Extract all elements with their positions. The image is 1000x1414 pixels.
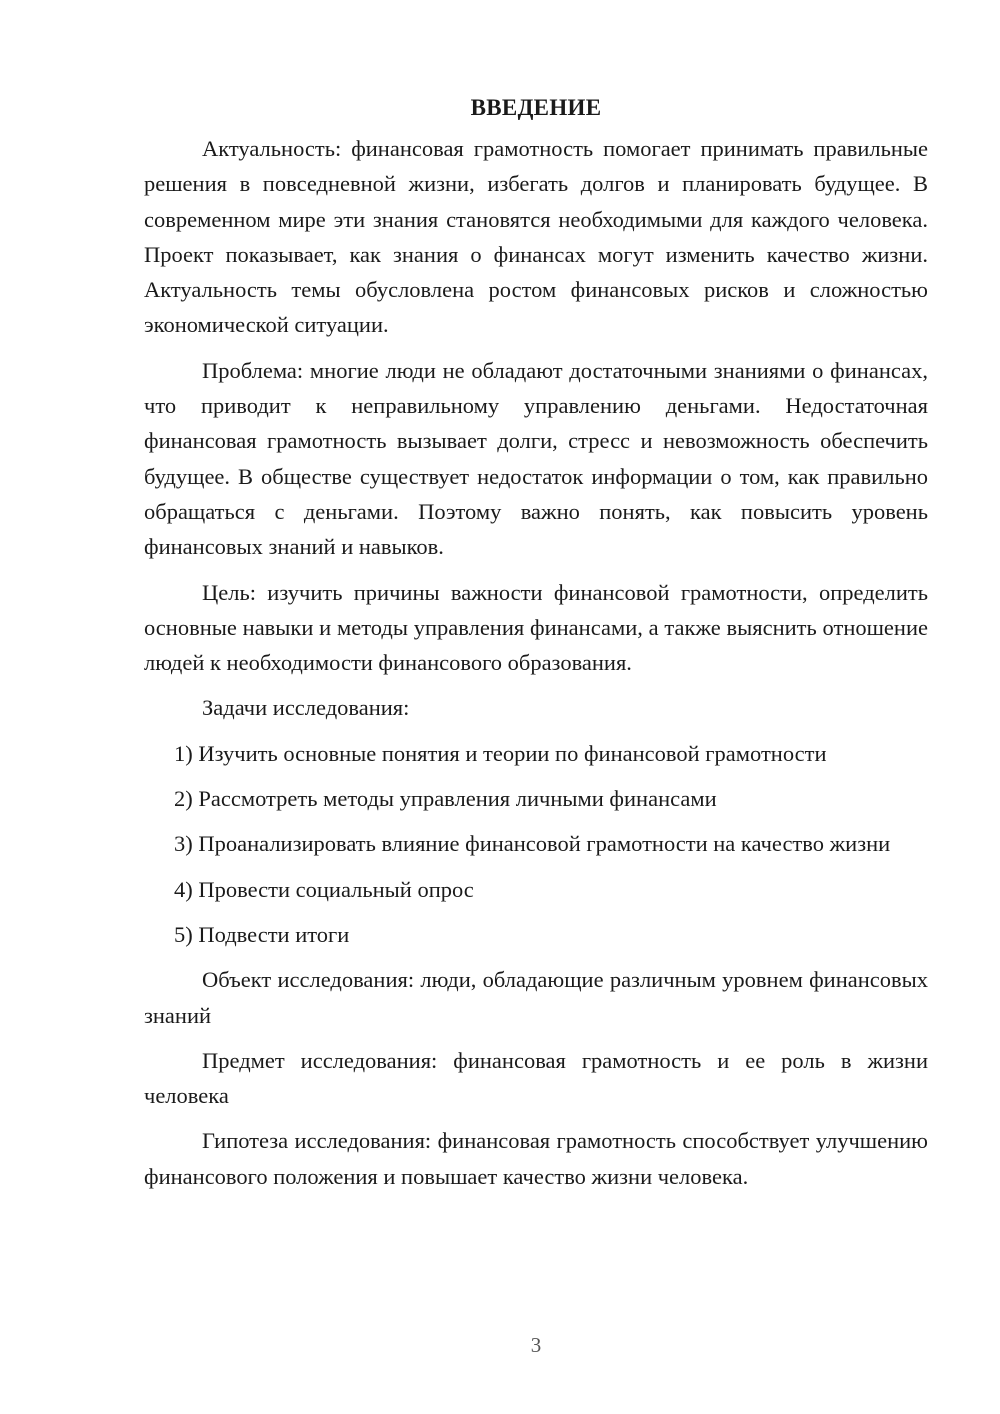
document-page [144,90,928,1204]
paragraph-relevance: Актуальность: финансовая грамотность помогает принимать правильные решения в повседневной жизни, избегать долгов и планировать будущее. В современном мире эти знания становятся необходимыми для каждого человека. Проект показывает, как знания о финансах могут изменить качество жизни. Актуальность темы обусловлена ростом финансовых рисков и сложностью экономической ситуации. [144,136,928,338]
paragraph-subject: Предмет исследования: финансовая грамотность и ее роль в жизни человека [144,1047,928,1109]
task-item: 1) Изучить основные понятия и теории по финансовой грамотности [174,740,827,766]
paragraph-goal: Цель: изучить причины важности финансовой грамотности, определить основные навыки и методы управления финансами, а также выяснить отношение людей к необходимости финансового образования. [144,579,928,676]
section-title: ВВЕДЕНИЕ [470,95,602,120]
paragraph-hypothesis: Гипотеза исследования: финансовая грамотность способствует улучшению финансового положения и повышает качество жизни человека. [144,1128,928,1189]
tasks-list [144,736,928,952]
task-item: 3) Проанализировать влияние финансовой грамотности на качество жизни [174,831,891,857]
task-item: 5) Подвести итоги [174,921,350,947]
task-item: 2) Рассмотреть методы управления личными финансами [174,786,717,812]
paragraph-object: Объект исследования: люди, обладающие различным уровнем финансовых знаний [144,967,928,1028]
tasks-heading: Задачи исследования: [202,695,410,721]
task-item: 4) Провести социальный опрос [174,876,474,902]
paragraph-problem: Проблема: многие люди не обладают достаточными знаниями о финансах, что приводит к неправильному управлению деньгами. Недостаточная финансовая грамотность вызывает долги, стресс и невозможность обеспечить будущее. В обществе существует недостаток информации о том, как правильно обращаться с деньгами. Поэтому важно понять, как повысить уровень финансовых знаний и навыков. [144,357,928,560]
page-number: 3 [530,1333,542,1357]
